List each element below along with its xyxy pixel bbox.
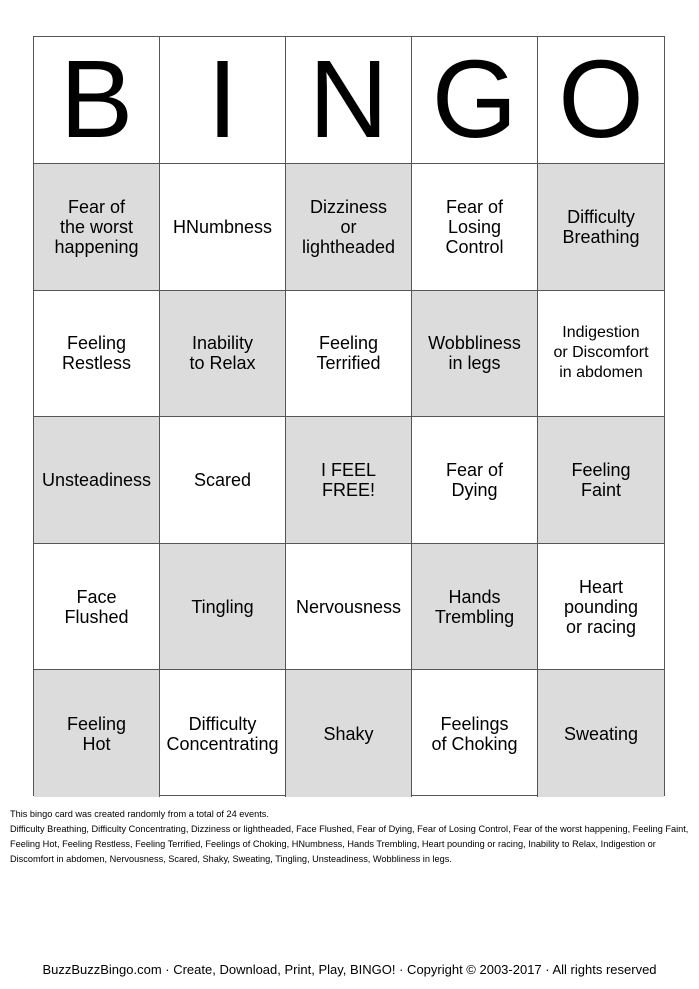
bingo-cell: Dizziness or lightheaded <box>286 164 412 291</box>
bingo-cell: Difficulty Concentrating <box>160 670 286 797</box>
bingo-card <box>33 36 665 796</box>
header-letter-i: I <box>160 37 286 164</box>
header-letter-n: N <box>286 37 412 164</box>
bingo-cell: Tingling <box>160 544 286 671</box>
bingo-cell: Inability to Relax <box>160 291 286 418</box>
bingo-cell: Scared <box>160 417 286 544</box>
bingo-cell: Unsteadiness <box>34 417 160 544</box>
header-letter-o: O <box>538 37 664 164</box>
bingo-cell: Difficulty Breathing <box>538 164 664 291</box>
bingo-cell: Indigestion or Discomfort in abdomen <box>538 291 664 418</box>
bingo-cell: HNumbness <box>160 164 286 291</box>
bingo-cell: Hands Trembling <box>412 544 538 671</box>
bingo-cell: Shaky <box>286 670 412 797</box>
bingo-cell: Feeling Restless <box>34 291 160 418</box>
site-footer: BuzzBuzzBingo.com · Create, Download, Print, Play, BINGO! · Copyright © 2003-2017 · All rights reserved <box>42 962 657 977</box>
bingo-cell: Heart pounding or racing <box>538 544 664 671</box>
bingo-cell: Fear of the worst happening <box>34 164 160 291</box>
free-space-cell: I FEEL FREE! <box>286 417 412 544</box>
bingo-cell: Nervousness <box>286 544 412 671</box>
bingo-cell: Fear of Losing Control <box>412 164 538 291</box>
bingo-cell: Wobbliness in legs <box>412 291 538 418</box>
bingo-cell: Feeling Hot <box>34 670 160 797</box>
card-info-summary: This bingo card was created randomly from a total of 24 events. <box>10 809 269 819</box>
bingo-cell: Feeling Faint <box>538 417 664 544</box>
bingo-cell: Feelings of Choking <box>412 670 538 797</box>
bingo-cell: Fear of Dying <box>412 417 538 544</box>
header-letter-g: G <box>412 37 538 164</box>
bingo-cell: Sweating <box>538 670 664 797</box>
header-letter-b: B <box>34 37 160 164</box>
bingo-cell: Feeling Terrified <box>286 291 412 418</box>
card-info <box>10 807 690 867</box>
card-info-events: Difficulty Breathing, Difficulty Concentrating, Dizziness or lightheaded, Face Flushed, Fear of Dying, Fear of Losing Control, Fear of the worst happening, Feeling Faint, Feeling Hot, Feeling Restless, Feeling Terrified, Feelings of Choking, HNumbness, Hands Trembling, Heart pounding or racing, Inability to Relax, Indigestion or Discomfort in abdomen, Nervousness, Scared, Shaky, Sweating, Tingling, Unsteadiness, Wobbliness in legs. <box>10 824 689 864</box>
bingo-cell: Face Flushed <box>34 544 160 671</box>
